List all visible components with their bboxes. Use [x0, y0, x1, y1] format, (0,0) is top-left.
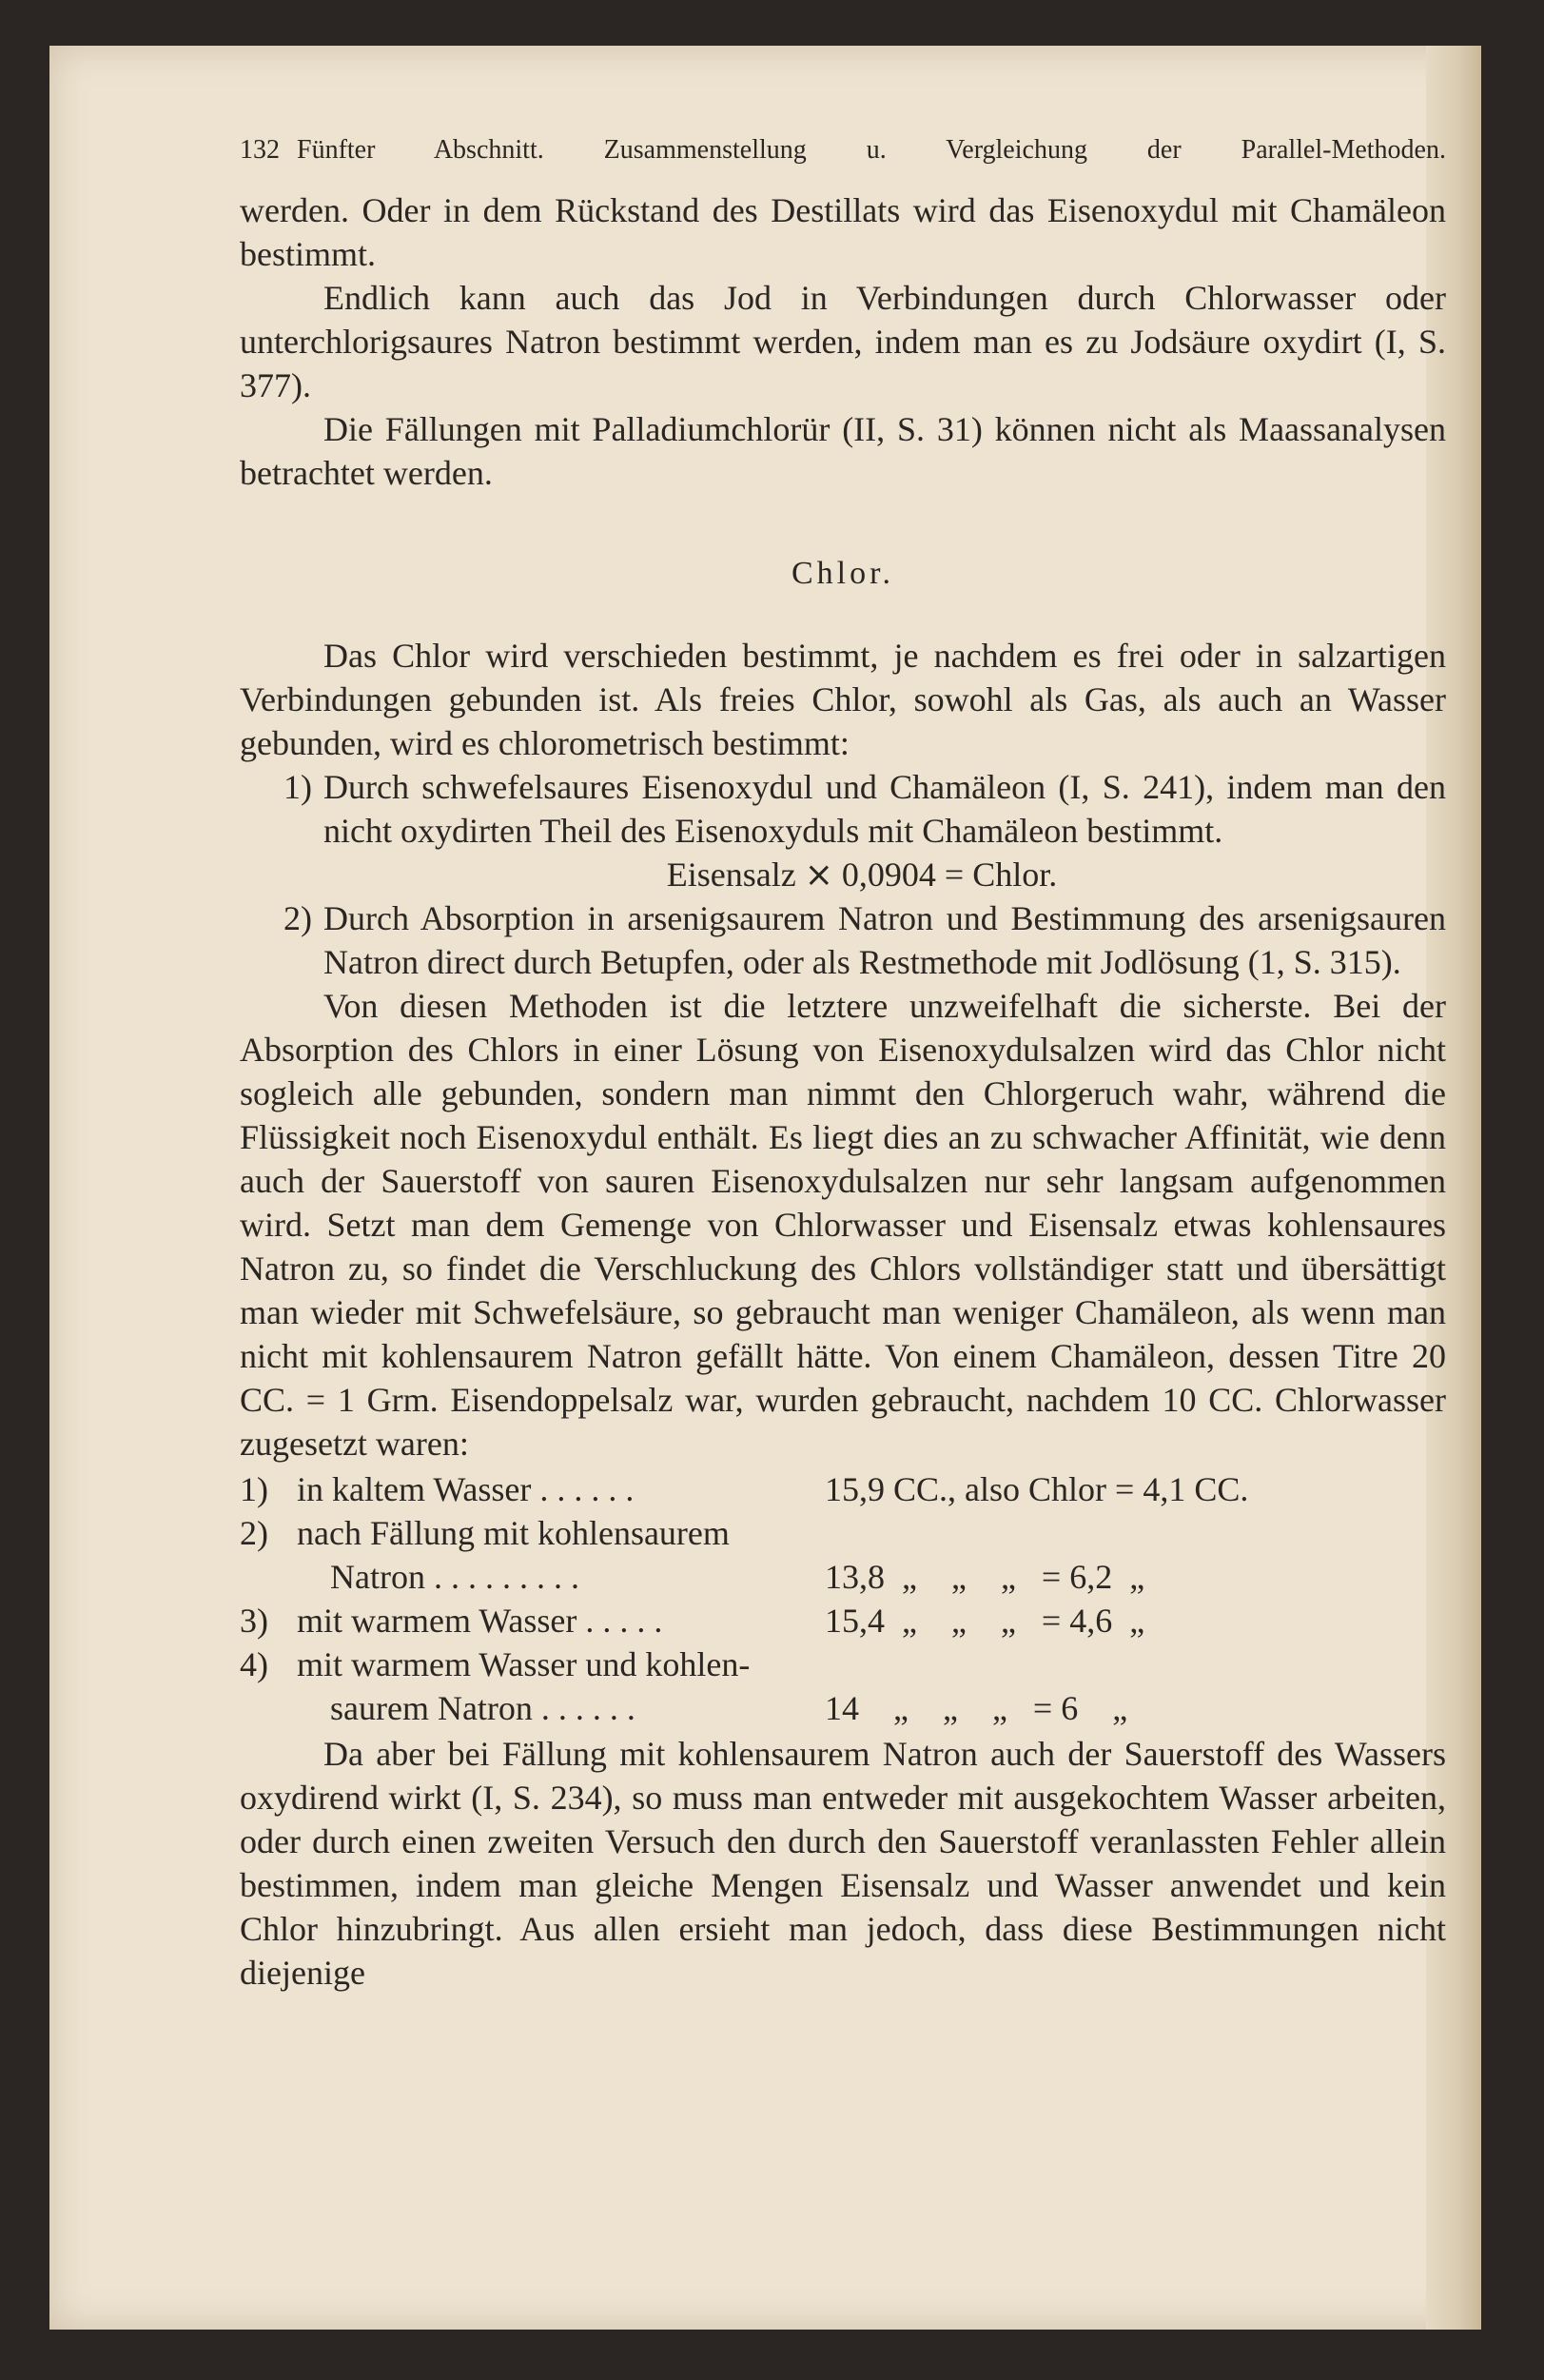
result-value — [825, 1642, 1443, 1686]
result-row — [240, 1555, 1446, 1599]
book-page — [49, 46, 1481, 2330]
text-block — [240, 129, 1446, 1995]
result-value: 13,8 „ „ „ = 6,2 „ — [825, 1558, 1145, 1596]
paragraph: werden. Oder in dem Rückstand des Destillats wird das Eisenoxydul mit Chamäleon bestimmt. — [240, 191, 1446, 273]
result-value — [825, 1511, 1443, 1555]
paragraph: Die Fällungen mit Palladiumchlorür (II, S. 31) können nicht als Maassanalysen betrachtet werden. — [240, 410, 1446, 492]
result-label: saurem Natron . . . . . . — [330, 1689, 635, 1727]
result-label: mit warmem Wasser und kohlen- — [297, 1645, 751, 1683]
result-value: 15,4 „ „ „ = 4,6 „ — [825, 1602, 1145, 1640]
page-number: 132 — [240, 135, 280, 165]
method-number: 1) — [283, 768, 312, 806]
formula: Eisensalz ⨯ 0,0904 = Chlor. — [666, 856, 1058, 894]
running-head — [240, 129, 1446, 179]
paragraph-discussion: Von diesen Methoden ist die letztere unzweifelhaft die sicherste. Bei der Absorption des Chlors in einer Lösung von Eisenoxydulsalzen wird das Chlor nicht sogleich alle gebunden, sondern man nimmt den Chlorgeruch wahr, während die Flüssigkeit noch Eisenoxydul enthält. Es liegt dies an zu schwacher Affinität, wie denn auch der Sauerstoff von sauren Eisenoxydulsalzen nur sehr langsam aufgenommen wird. Setzt man dem Gemenge von Chlorwasser und Eisensalz etwas kohlensaures Natron zu, so findet die Verschluckung des Chlors vollständiger statt und übersättigt man wieder mit Schwefelsäure, so gebraucht man weniger Chamäleon, als wenn man nicht mit kohlensaurem Natron gefällt hätte. Von einem Chamäleon, dessen Titre 20 CC. = 1 Grm. Eisendoppelsalz war, wurden gebraucht, nachdem 10 CC. Chlorwasser zugesetzt waren: — [240, 987, 1446, 1463]
method-text: Durch Absorption in arsenigsaurem Natron und Bestimmung des arsenigsauren Natron direct durch Betupfen, oder als Restmethode mit Jodlösung (1, S. 315). — [323, 899, 1446, 981]
result-label: nach Fällung mit kohlensaurem — [297, 1514, 730, 1552]
result-row — [240, 1642, 1446, 1686]
result-label: in kaltem Wasser . . . . . . — [297, 1470, 635, 1508]
result-number: 2) — [240, 1514, 268, 1552]
section-heading: Chlor. — [791, 556, 895, 591]
result-row — [240, 1511, 1446, 1555]
result-row — [240, 1599, 1446, 1642]
result-row — [240, 1686, 1446, 1730]
paragraph-closing: Da aber bei Fällung mit kohlensaurem Natron auch der Sauerstoff des Wassers oxydirend wirkt (I, S. 234), so muss man entweder mit ausgekochtem Wasser arbeiten, oder durch einen zweiten Versuch den durch den Sauerstoff veranlassten Fehler allein bestimmen, indem man gleiche Mengen Eisensalz und Wasser anwendet und kein Chlor hinzubringt. Aus allen ersieht man jedoch, dass diese Bestimmungen nicht diejenige — [240, 1735, 1446, 1992]
method-text: Durch schwefelsaures Eisenoxydul und Chamäleon (I, S. 241), indem man den nicht oxydirten Theil des Eisenoxyduls mit Chamäleon bestimmt. — [323, 768, 1446, 850]
result-number: 1) — [240, 1470, 268, 1508]
result-number — [240, 1686, 297, 1730]
result-number — [240, 1555, 297, 1599]
result-value: 14 „ „ „ = 6 „ — [825, 1689, 1128, 1727]
method-item — [240, 896, 1446, 984]
result-number: 4) — [240, 1645, 268, 1683]
paragraph-intro: Das Chlor wird verschieden bestimmt, je nachdem es frei oder in salzartigen Verbindungen gebunden ist. Als freies Chlor, sowohl als Gas, als auch an Wasser gebunden, wird es chlorometrisch bestimmt: — [240, 637, 1446, 762]
result-label: mit warmem Wasser . . . . . — [297, 1602, 663, 1640]
result-number: 3) — [240, 1602, 268, 1640]
method-item — [240, 765, 1446, 853]
result-value: 15,9 CC., also Chlor = 4,1 CC. — [825, 1470, 1249, 1508]
paragraph: Endlich kann auch das Jod in Verbindungen durch Chlorwasser oder unterchlorigsaures Natron bestimmt werden, indem man es zu Jodsäure oxydirt (I, S. 377). — [240, 279, 1446, 404]
result-row — [240, 1467, 1446, 1511]
method-number: 2) — [283, 899, 312, 937]
result-label: Natron . . . . . . . . . — [330, 1558, 579, 1596]
results-list — [240, 1467, 1446, 1730]
running-title: Fünfter Abschnitt. Zusammenstellung u. Vergleichung der Parallel-Methoden. — [297, 135, 1446, 165]
